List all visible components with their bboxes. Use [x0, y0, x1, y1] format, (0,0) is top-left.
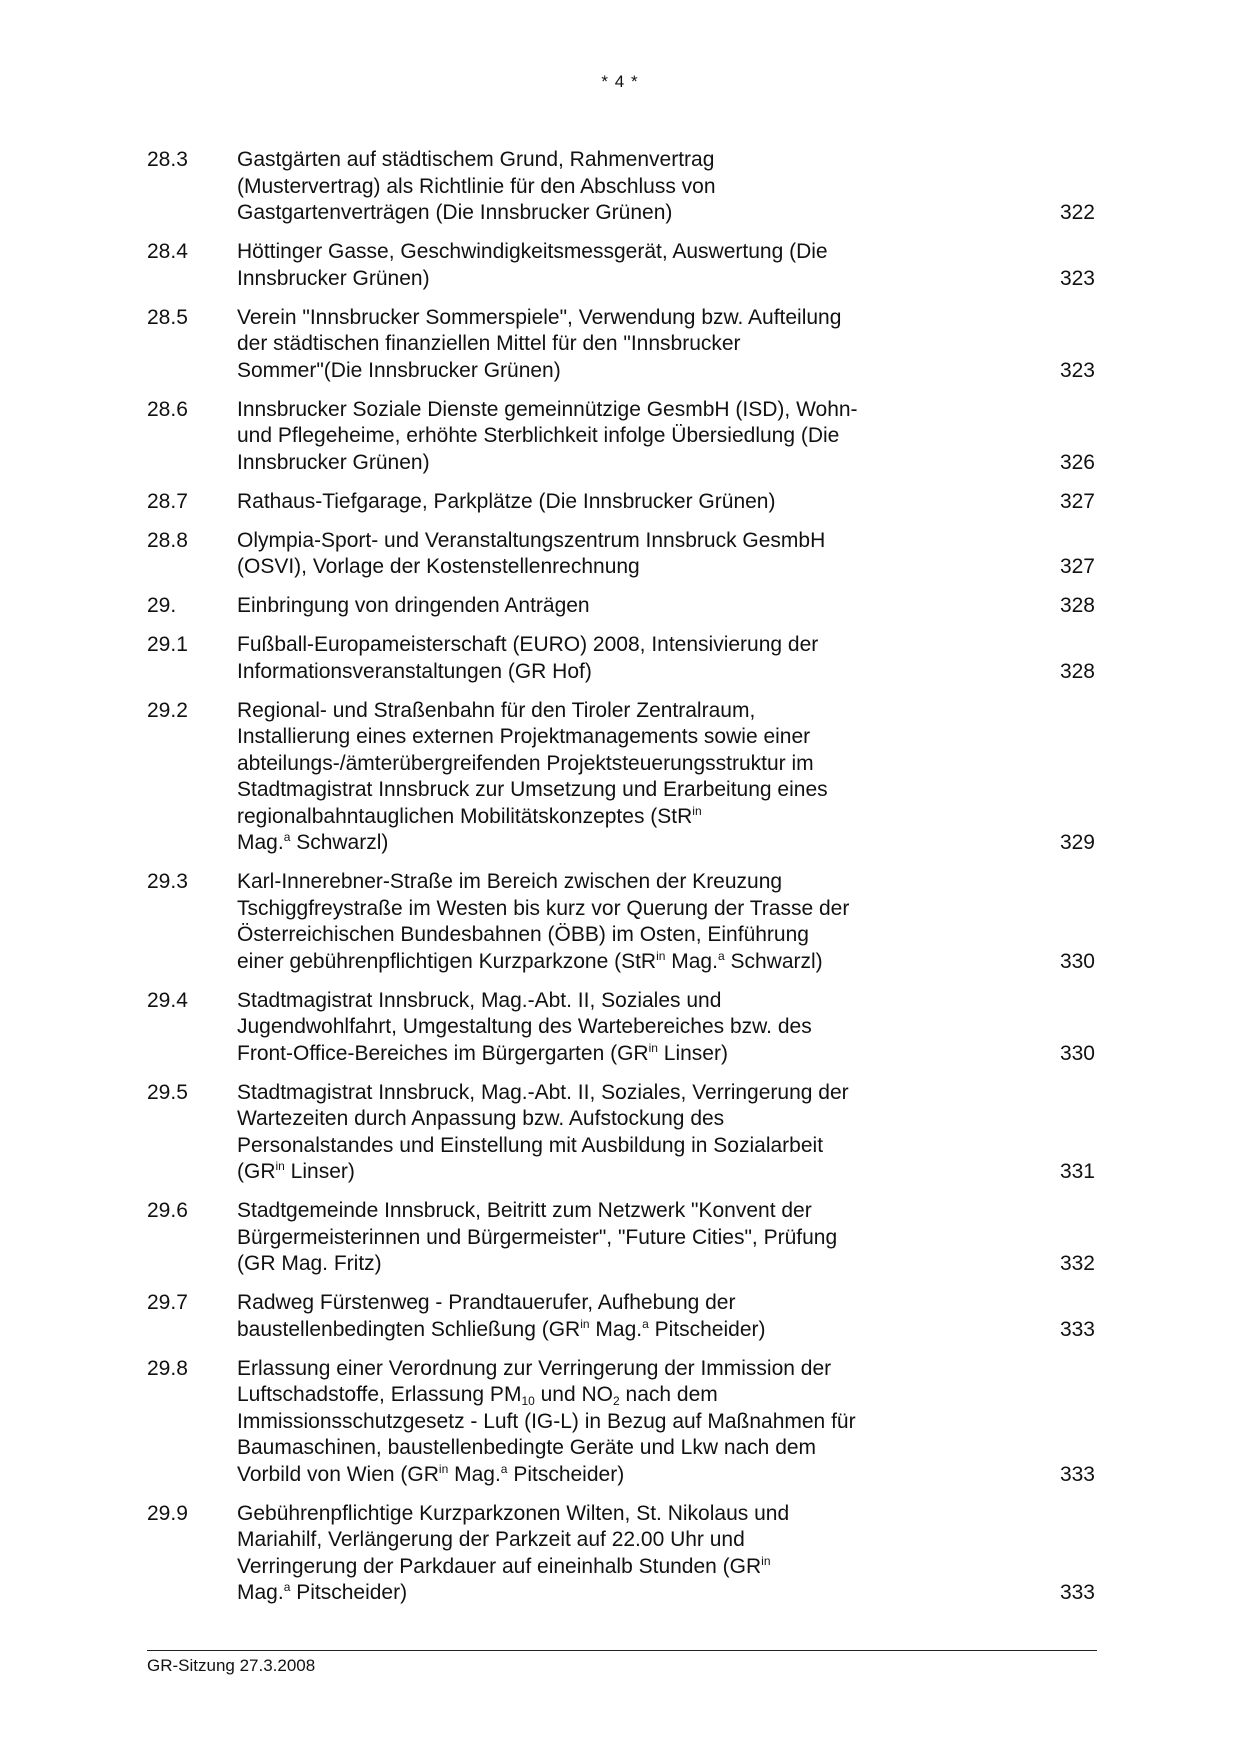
- title-text: Pitscheider): [290, 1581, 408, 1604]
- title-text: Tschiggfreystraße im Westen bis kurz vor Querung der Trasse der: [237, 896, 850, 920]
- title-text: (Mustervertrag) als Richtlinie für den Abschluss von: [237, 174, 716, 198]
- toc-entry: [147, 1501, 1097, 1607]
- superscript: in: [580, 1316, 590, 1331]
- toc-entry-title: [237, 632, 962, 685]
- title-text: Bürgermeisterinnen und Bürgermeister", "Future Cities", Prüfung: [237, 1225, 838, 1249]
- title-text: (OSVI), Vorlage der Kostenstellenrechnung: [237, 555, 640, 578]
- title-text: Verringerung der Parkdauer auf eineinhalb Stunden (GR: [237, 1554, 762, 1578]
- title-text: Mag.: [589, 1317, 643, 1341]
- title-text: Mag.: [448, 1462, 501, 1486]
- title-text: Sommer"(Die Innsbrucker Grünen): [237, 358, 561, 382]
- toc-entry-title-line: [237, 1198, 962, 1225]
- toc-entry-title-line: [237, 1133, 962, 1160]
- toc-entry-title-line: [237, 239, 962, 266]
- toc-entry: [147, 239, 1097, 292]
- title-text: Mariahilf, Verlängerung der Parkzeit auf 22.00 Uhr und: [237, 1528, 745, 1551]
- title-text: Fußball-Europameisterschaft (EURO) 2008, Intensivierung der: [237, 633, 819, 656]
- toc-entry-page: 331: [1059, 1160, 1095, 1183]
- toc-entry-title: [237, 239, 962, 292]
- toc-entry-title-line: [237, 988, 962, 1015]
- subscript: 2: [613, 1394, 620, 1408]
- toc-entry-page: 328: [1059, 659, 1095, 683]
- toc-entry-number: 28.8: [147, 528, 188, 552]
- title-text: Pitscheider): [648, 1317, 766, 1341]
- title-text: Rathaus-Tiefgarage, Parkplätze (Die Innsbrucker Grünen): [237, 489, 776, 513]
- title-text: abteilungs-/ämterübergreifenden Projektsteuerungsstruktur im: [237, 751, 814, 775]
- toc-entry-page: 326: [1059, 450, 1095, 474]
- toc-entry-number: 28.6: [147, 397, 188, 421]
- toc-entry: [147, 528, 1097, 581]
- toc-entry-title: [237, 593, 962, 620]
- toc-entry-title-line: [237, 1290, 962, 1317]
- title-text: Stadtmagistrat Innsbruck, Mag.-Abt. II, Soziales und: [237, 988, 722, 1012]
- toc-entry-title-line: [237, 751, 962, 778]
- toc-entry-number: 29.6: [147, 1199, 188, 1222]
- page-number: * 4 *: [601, 72, 639, 91]
- toc-entry-title-line: [237, 896, 962, 923]
- toc-entry: [147, 305, 1097, 385]
- title-text: und NO: [534, 1383, 614, 1406]
- title-text: Immissionsschutzgesetz - Luft (IG-L) in Bezug auf Maßnahmen für: [237, 1409, 856, 1433]
- title-text: Gastgartenverträgen (Die Innsbrucker Grünen): [237, 201, 673, 224]
- toc-entry-title-line: [237, 489, 962, 516]
- toc-entry: [147, 147, 1097, 227]
- toc-entry: [147, 869, 1097, 975]
- toc-entry-title-line: [237, 659, 962, 686]
- toc-entry-number: 28.3: [147, 148, 188, 171]
- toc-entry-number: 29.9: [147, 1501, 188, 1525]
- title-text: Installierung eines externen Projektmanagements sowie einer: [237, 725, 811, 748]
- title-text: Verein "Innsbrucker Sommerspiele", Verwendung bzw. Aufteilung: [237, 305, 842, 329]
- toc-entry-title-line: [237, 698, 962, 725]
- toc-entry-title-line: [237, 1251, 962, 1278]
- toc-entry-title-line: [237, 804, 962, 831]
- title-text: Einbringung von dringenden Anträgen: [237, 594, 590, 617]
- toc-entry-title-line: [237, 1159, 962, 1186]
- toc-entry-page: 330: [1059, 1041, 1095, 1065]
- toc-entry-title-line: [237, 528, 962, 555]
- toc-entry-title-line: [237, 200, 962, 227]
- title-text: (GR: [237, 1160, 276, 1183]
- title-text: Schwarzl): [290, 831, 389, 854]
- toc-entry-title: [237, 1198, 962, 1278]
- title-text: Personalstandes und Einstellung mit Ausbildung in Sozialarbeit: [237, 1133, 824, 1157]
- toc-entry-number: 29.: [147, 594, 177, 617]
- toc-entry-number: 29.8: [147, 1356, 188, 1380]
- toc-entry-title-line: [237, 1317, 962, 1344]
- toc-entry-number: 28.5: [147, 305, 188, 329]
- toc-entry-title-line: [237, 423, 962, 450]
- toc-entry-title-line: [237, 949, 962, 976]
- toc-entry-title-line: [237, 1527, 962, 1554]
- toc-entry: [147, 1290, 1097, 1343]
- toc-entry: [147, 593, 1097, 620]
- title-text: Luftschadstoffe, Erlassung PM: [237, 1383, 522, 1406]
- toc-entry-title-line: [237, 593, 962, 620]
- title-text: Schwarzl): [724, 949, 823, 973]
- title-text: der städtischen finanziellen Mittel für den "Innsbrucker: [237, 332, 741, 355]
- title-text: Österreichischen Bundesbahnen (ÖBB) im Osten, Einführung: [237, 923, 809, 946]
- toc-entry-number: 28.7: [147, 489, 188, 513]
- title-text: Stadtmagistrat Innsbruck, Mag.-Abt. II, Soziales, Verringerung der: [237, 1080, 849, 1104]
- toc-entry-title: [237, 528, 962, 581]
- toc-entry-title-line: [237, 632, 962, 659]
- title-text: einer gebührenpflichtigen Kurzparkzone (StR: [237, 949, 657, 973]
- toc-entry-page: 328: [1059, 594, 1095, 617]
- title-text: Pitscheider): [507, 1462, 625, 1486]
- toc-entry-page: 329: [1059, 831, 1095, 854]
- toc-entry-number: 29.3: [147, 870, 188, 893]
- toc-entry-number: 29.1: [147, 633, 188, 656]
- toc-entry-title: [237, 1501, 962, 1607]
- toc-entry-title-line: [237, 1382, 962, 1409]
- subscript: 10: [521, 1394, 535, 1408]
- toc-entry: [147, 632, 1097, 685]
- toc-entry-title: [237, 988, 962, 1068]
- superscript: in: [438, 1461, 449, 1476]
- toc-entry-title-line: [237, 1225, 962, 1252]
- toc-entry-title-line: [237, 305, 962, 332]
- toc-entry-title-line: [237, 1501, 962, 1528]
- title-text: Radweg Fürstenweg - Prandtauerufer, Aufhebung der: [237, 1291, 736, 1314]
- toc-entry-number: 29.7: [147, 1291, 188, 1314]
- title-text: Mag.: [665, 949, 718, 973]
- title-text: Regional- und Straßenbahn für den Tiroler Zentralraum,: [237, 698, 756, 722]
- title-text: Innsbrucker Grünen): [237, 266, 430, 290]
- toc-entry-page: 333: [1059, 1581, 1095, 1604]
- title-text: Mag.: [237, 831, 284, 854]
- title-text: Wartezeiten durch Anpassung bzw. Aufstockung des: [237, 1107, 725, 1130]
- toc-entry: [147, 397, 1097, 477]
- toc-entry-title: [237, 1290, 962, 1343]
- toc-entry-title: [237, 489, 962, 516]
- superscript: a: [500, 1461, 508, 1476]
- toc-entry-title: [237, 147, 962, 227]
- superscript: a: [283, 830, 291, 844]
- title-text: Linser): [657, 1041, 728, 1065]
- title-text: Höttinger Gasse, Geschwindigkeitsmessgerät, Auswertung (Die: [237, 240, 828, 263]
- toc-entry-title: [237, 305, 962, 385]
- toc-entry-title-line: [237, 1462, 962, 1489]
- superscript: in: [761, 1553, 771, 1568]
- toc-entry-page: 322: [1059, 201, 1095, 224]
- title-text: Karl-Innerebner-Straße im Bereich zwischen der Kreuzung: [237, 870, 783, 893]
- toc-entry-page: 333: [1059, 1462, 1095, 1486]
- toc-entry-title-line: [237, 1106, 962, 1133]
- toc-entry: [147, 489, 1097, 516]
- toc-entry-number: 29.5: [147, 1080, 188, 1104]
- toc-entry-title-line: [237, 869, 962, 896]
- toc-entry-title-line: [237, 554, 962, 581]
- toc-entry-page: 323: [1059, 358, 1095, 382]
- title-text: baustellenbedingten Schließung (GR: [237, 1317, 581, 1341]
- toc-entry-title-line: [237, 777, 962, 804]
- toc-entry-page: 323: [1059, 266, 1095, 290]
- toc-entry: [147, 1080, 1097, 1186]
- title-text: Gebührenpflichtige Kurzparkzonen Wilten, St. Nikolaus und: [237, 1501, 790, 1525]
- toc-entry-title-line: [237, 1041, 962, 1068]
- title-text: Innsbrucker Soziale Dienste gemeinnützige GesmbH (ISD), Wohn-: [237, 397, 858, 421]
- toc-entry-title: [237, 869, 962, 975]
- toc-entry-title-line: [237, 724, 962, 751]
- title-text: Gastgärten auf städtischem Grund, Rahmenvertrag: [237, 148, 715, 171]
- toc-entry-title-line: [237, 331, 962, 358]
- toc-entry-title-line: [237, 358, 962, 385]
- title-text: Linser): [284, 1160, 355, 1183]
- toc-entry-title-line: [237, 1014, 962, 1041]
- toc-entry-title: [237, 397, 962, 477]
- superscript: in: [648, 1040, 658, 1055]
- title-text: Vorbild von Wien (GR: [237, 1462, 439, 1486]
- title-text: Front-Office-Bereiches im Bürgergarten (GR: [237, 1041, 649, 1065]
- superscript: in: [692, 803, 702, 818]
- superscript: a: [717, 948, 725, 963]
- toc-entry-title-line: [237, 1554, 962, 1581]
- title-text: Olympia-Sport- und Veranstaltungszentrum Innsbruck GesmbH: [237, 528, 826, 552]
- toc-entry-title-line: [237, 1356, 962, 1383]
- toc-entry-title-line: [237, 450, 962, 477]
- toc-entry-title-line: [237, 1435, 962, 1462]
- title-text: und Pflegeheime, erhöhte Sterblichkeit infolge Übersiedlung (Die: [237, 424, 840, 447]
- toc-entry-title: [237, 698, 962, 857]
- footer-divider: [147, 1650, 1097, 1651]
- superscript: a: [283, 1580, 291, 1594]
- superscript: a: [642, 1316, 649, 1331]
- toc-entry-page: 327: [1059, 555, 1095, 578]
- table-of-contents: [147, 147, 1097, 1619]
- toc-entry-page: 333: [1059, 1317, 1095, 1341]
- title-text: Mag.: [237, 1581, 284, 1604]
- toc-entry: [147, 1198, 1097, 1278]
- toc-entry-page: 332: [1059, 1252, 1095, 1275]
- title-text: Jugendwohlfahrt, Umgestaltung des Wartebereiches bzw. des: [237, 1015, 812, 1038]
- toc-entry-title-line: [237, 1580, 962, 1607]
- title-text: Stadtgemeinde Innsbruck, Beitritt zum Netzwerk "Konvent der: [237, 1199, 812, 1222]
- toc-entry-title-line: [237, 397, 962, 424]
- superscript: in: [275, 1159, 285, 1173]
- footer-text: GR-Sitzung 27.3.2008: [147, 1656, 316, 1675]
- toc-entry-title-line: [237, 1409, 962, 1436]
- toc-entry-title-line: [237, 922, 962, 949]
- title-text: Baumaschinen, baustellenbedingte Geräte und Lkw nach dem: [237, 1436, 817, 1459]
- toc-entry-title-line: [237, 1080, 962, 1107]
- toc-entry-title: [237, 1080, 962, 1186]
- toc-entry-page: 330: [1059, 949, 1095, 973]
- toc-entry-title-line: [237, 266, 962, 293]
- title-text: nach dem: [619, 1383, 718, 1406]
- title-text: Innsbrucker Grünen): [237, 450, 430, 474]
- toc-entry-number: 29.4: [147, 988, 188, 1012]
- title-text: Erlassung einer Verordnung zur Verringerung der Immission der: [237, 1356, 832, 1380]
- toc-entry-title-line: [237, 147, 962, 174]
- toc-entry-page: 327: [1059, 489, 1095, 513]
- toc-entry: [147, 698, 1097, 857]
- title-text: (GR Mag. Fritz): [237, 1252, 382, 1275]
- title-text: Stadtmagistrat Innsbruck zur Umsetzung und Erarbeitung eines: [237, 778, 828, 801]
- toc-entry-number: 29.2: [147, 698, 188, 722]
- toc-entry: [147, 988, 1097, 1068]
- toc-entry: [147, 1356, 1097, 1489]
- toc-entry-title-line: [237, 174, 962, 201]
- toc-entry-title-line: [237, 830, 962, 857]
- title-text: Informationsveranstaltungen (GR Hof): [237, 659, 592, 683]
- toc-entry-number: 28.4: [147, 240, 188, 263]
- toc-entry-title: [237, 1356, 962, 1489]
- superscript: in: [656, 948, 666, 963]
- title-text: regionalbahntauglichen Mobilitätskonzeptes (StR: [237, 804, 693, 828]
